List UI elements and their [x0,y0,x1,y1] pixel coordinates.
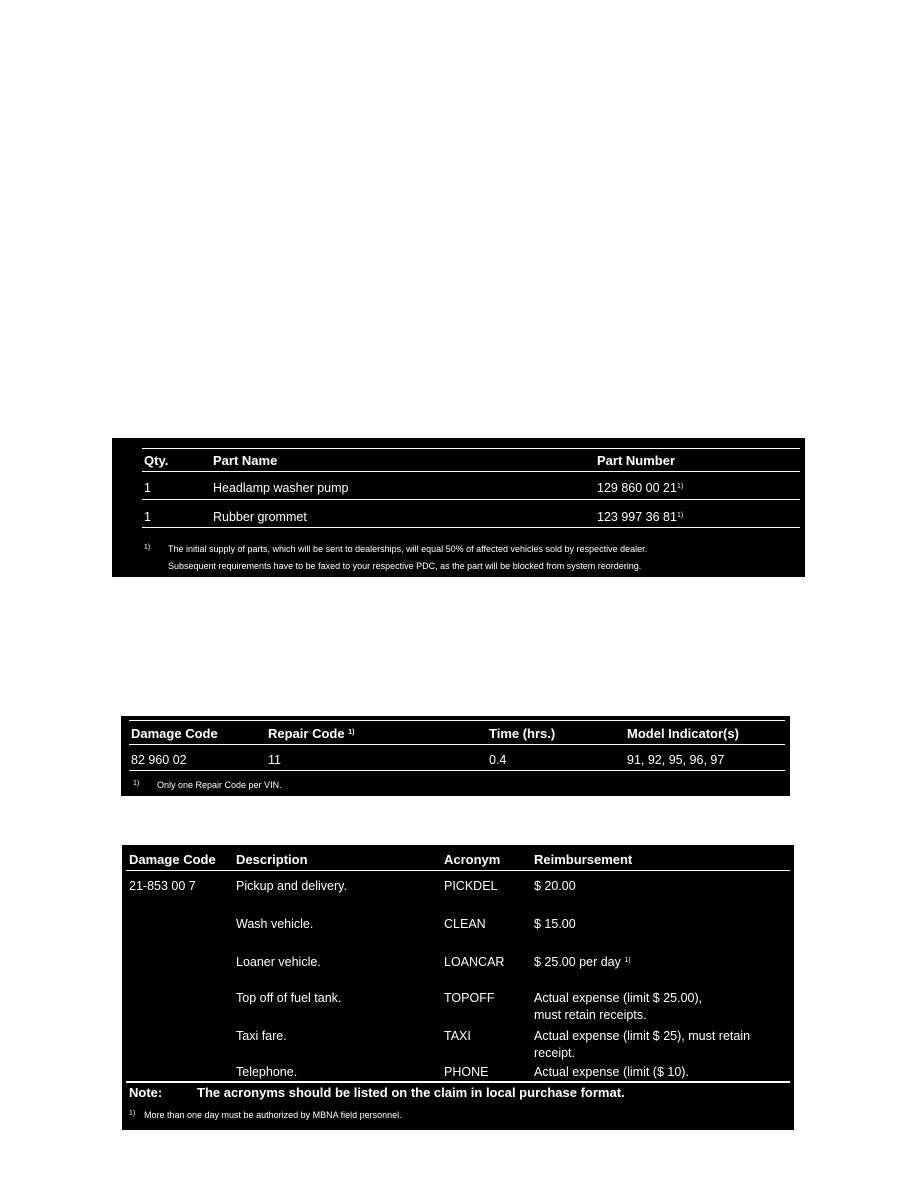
parts-table [112,438,805,577]
row-reimbursement: $ 25.00 per day $^{1)}$ [534,955,631,969]
top-rule [142,448,800,449]
row1-qty: 1 [144,481,151,495]
note-label: Note: [129,1085,163,1100]
damage-code-value: 82 960 02 [131,753,187,767]
row-reimbursement: $ 15.00 [534,917,576,931]
row1-part-name: Headlamp washer pump [213,481,349,495]
row-acronym: PHONE [444,1065,489,1079]
row-acronym: TOPOFF [444,991,495,1005]
footnote-text: Only one Repair Code per VIN. [157,780,282,790]
footnote-ref: 1) [348,729,355,736]
footnote-ref: 1) [676,483,684,490]
row-description: Top off of fuel tank. [236,991,342,1005]
header-rule [142,471,800,472]
row-reimbursement: Actual expense (limit $ 25), must retain [534,1029,751,1043]
footnote-text: More than one day must be authorized by MBNA field personnel. [144,1110,402,1120]
header-damage-code: Damage Code [129,852,216,867]
model-indicators-value: 91, 92, 95, 96, 97 [627,753,725,767]
header-rule [126,870,790,871]
repair-code-table [121,716,790,796]
row1-part-number: 129 860 00 21$^{1)}$ [597,481,684,495]
header-repair-code: Repair Code $^{1)}$ [268,726,355,741]
row2-part-name: Rubber grommet [213,510,307,524]
header-rule [129,744,785,745]
footnote-marker: 1) [129,1110,136,1117]
row2-part-number: 123 997 36 81$^{1)}$ [597,510,684,524]
header-time: Time (hrs.) [489,726,556,741]
row-reimbursement-line2: receipt. [534,1046,575,1060]
row-acronym: LOANCAR [444,955,505,969]
header-reimbursement: Reimbursement [534,852,633,867]
time-value: 0.4 [489,753,507,767]
footnote-marker: 1) [144,544,151,551]
row-reimbursement: Actual expense (limit $ 25.00), [534,991,703,1005]
footnote-line1: The initial supply of parts, which will be sent to dealerships, will equal 50% of affected vehicles sold by respective dealer. [168,544,648,554]
row-description: Loaner vehicle. [236,955,321,969]
note-text: The acronyms should be listed on the claim in local purchase format. [197,1085,625,1100]
row-rule [142,499,800,500]
row-reimbursement: Actual expense (limit ($ 10). [534,1065,689,1079]
row-description: Pickup and delivery. [236,879,347,893]
footnote-line2: Subsequent requirements have to be faxed to your respective PDC, as the part will be blocked from system reordering. [168,561,642,571]
reimbursement-table [122,845,794,1130]
row-description: Taxi fare. [236,1029,287,1043]
header-part-name: Part Name [213,453,278,468]
row-description: Telephone. [236,1065,298,1079]
header-damage-code: Damage Code [131,726,218,741]
header-model-indicators: Model Indicator(s) [627,726,739,741]
damage-code-value: 21-853 00 7 [129,879,196,893]
note-rule [126,1081,790,1083]
footnote-ref: 1) [676,512,684,519]
bottom-rule [129,770,785,771]
header-acronym: Acronym [444,852,501,867]
row2-qty: 1 [144,510,151,524]
row-description: Wash vehicle. [236,917,314,931]
row-reimbursement: $ 20.00 [534,879,576,893]
row-acronym: TAXI [444,1029,471,1043]
row-acronym: PICKDEL [444,879,498,893]
bottom-rule [142,527,800,528]
header-qty: Qty. [144,453,169,468]
header-part-number: Part Number [597,453,676,468]
footnote-ref: 1) [624,957,631,964]
repair-code-value: 11 [268,753,281,767]
row-acronym: CLEAN [444,917,486,931]
header-description: Description [236,852,308,867]
row-reimbursement-line2: must retain receipts. [534,1008,647,1022]
footnote-marker: 1) [133,780,140,787]
top-rule [129,720,785,721]
